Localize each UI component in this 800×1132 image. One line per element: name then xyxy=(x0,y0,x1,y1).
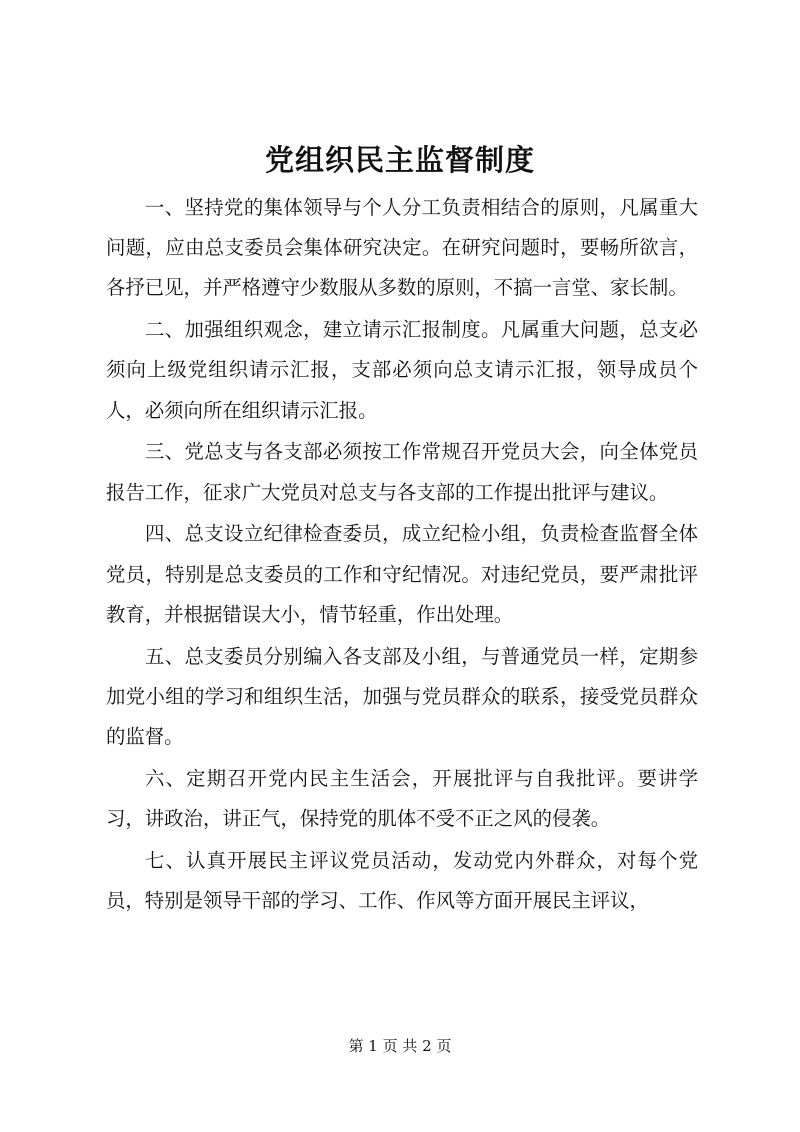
paragraph-5: 五、总支委员分别编入各支部及小组，与普通党员一样，定期参加党小组的学习和组织生活，加强与党员群众的联系，接受党员群众的监督。 xyxy=(106,644,698,749)
paragraph-1: 一、坚持党的集体领导与个人分工负责相结合的原则，凡属重大问题，应由总支委员会集体研究决定。在研究问题时，要畅所欲言，各抒已见，并严格遵守少数服从多数的原则，不搞一言堂、家长制。 xyxy=(106,196,698,300)
paragraph-7: 七、认真开展民主评议党员活动，发动党内外群众，对每个党员，特别是领导干部的学习、工作、作风等方面开展民主评议， xyxy=(106,848,698,913)
document-body xyxy=(106,188,698,923)
page-number-footer: 第 1 页 共 2 页 xyxy=(348,1037,452,1055)
paragraph-4: 四、总支设立纪律检查委员，成立纪检小组，负责检查监督全体党员，特别是总支委员的工作和守纪情况。对违纪党员，要严肃批评教育，并根据错误大小，情节轻重，作出处理。 xyxy=(106,522,698,626)
paragraph-6: 六、定期召开党内民主生活会，开展批评与自我批评。要讲学习，讲政治，讲正气，保持党的肌体不受不正之风的侵袭。 xyxy=(106,766,698,831)
paragraph-2: 二、加强组织观念，建立请示汇报制度。凡属重大问题，总支必须向上级党组织请示汇报，支部必须向总支请示汇报，领导成员个人，必须向所在组织请示汇报。 xyxy=(106,318,698,422)
document-title: 党组织民主监督制度 xyxy=(264,143,535,177)
paragraph-3: 三、党总支与各支部必须按工作常规召开党员大会，向全体党员报告工作，征求广大党员对总支与各支部的工作提出批评与建议。 xyxy=(106,440,698,504)
